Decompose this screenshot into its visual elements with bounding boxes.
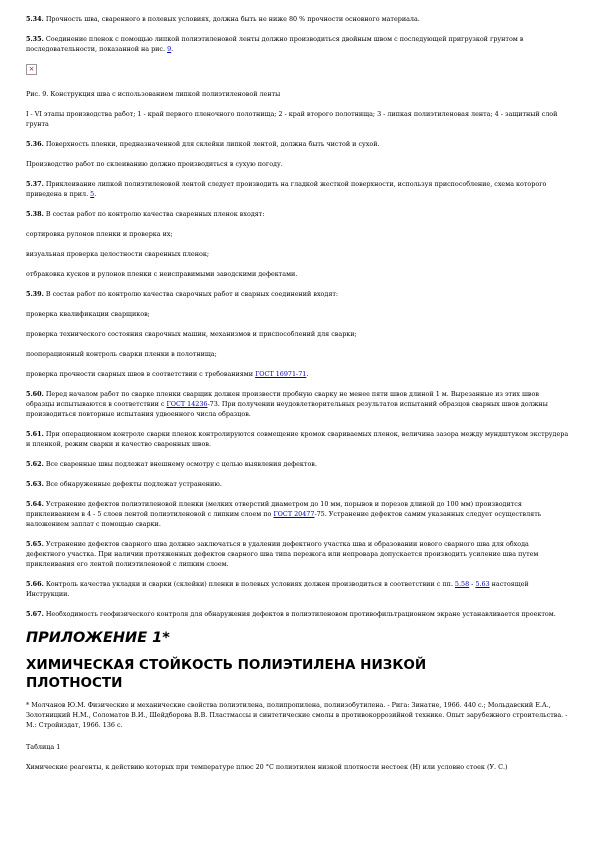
paragraph-5-67: 5.67. Необходимость геофизического контроля для обнаружения дефектов в полиэтиленовом противофильтрационном экране устанавливается проектом. — [26, 610, 556, 618]
paragraph-5-63: 5.63. Все обнаруженные дефекты подлежат устранению. — [26, 480, 222, 488]
table-intro: Химические реагенты, к действию которых при температуре плюс 20 °С полиэтилен низкой плотности нестоек (Н) или условно стоек (У. С.) — [26, 763, 508, 771]
link-figure-9[interactable]: 9 — [167, 45, 172, 53]
link-gost-20477[interactable]: ГОСТ 20477 — [273, 510, 315, 518]
paragraph-5-66: 5.66. Контроль качества укладки и сварки (склейки) пленки в полевых условиях должен производиться в соответствии с пп. 5.58 - 5.63 настоящей Инструкции. — [26, 580, 529, 598]
appendix-subtitle: ХИМИЧЕСКАЯ СТОЙКОСТЬ ПОЛИЭТИЛЕНА НИЗКОЙ ПЛОТНОСТИ — [26, 657, 427, 691]
list-item: проверка прочности сварных швов в соответствии с требованиями ГОСТ 16971-71. — [26, 370, 309, 378]
link-gost-14236[interactable]: ГОСТ 14236 — [166, 400, 208, 408]
paragraph-5-60: 5.60. Перед началом работ по сварке пленки сварщик должен произвести пробную сварку не менее пяти швов длиной 1 м. Вырезанные из этих швов образцы испытываются в соответствии с ГОСТ 14236-73. При получении неудовлетворительных результатов испытаний образцов сварных швов должны производиться повторные испытания удвоенного числа образцов. — [26, 390, 548, 418]
paragraph-5-61: 5.61. При операционном контроле сварки пленок контролируются совмещение кромок свариваемых пленок, величина зазора между мундштуком экструдера и пленкой, режим сварки и качество сваренных швов. — [26, 430, 569, 448]
list-item: сортировка рулонов пленки и проверка их; — [26, 230, 173, 238]
paragraph-5-64: 5.64. Устранение дефектов полиэтиленовой пленки (мелких отверстий диаметром до 10 мм, порывов и порезов длиной до 100 мм) производится приклеиванием в 4 - 5 слоев лентой полиэтиленовой с липким слоем по ГОСТ 20477-75. Устранение дефектов самим указанных следует осуществлять наложением заплат с помощью сварки. — [26, 500, 542, 528]
link-5-58[interactable]: 5.58 — [454, 580, 470, 588]
figure-caption: Рис. 9. Конструкция шва с использованием липкой полиэтиленовой ленты — [26, 90, 281, 98]
list-item: проверка квалификации сварщиков; — [26, 310, 150, 318]
link-5-63[interactable]: 5.63 — [475, 580, 490, 588]
list-item: проверка технического состояния сварочных машин, механизмов и приспособлений для сварки; — [26, 330, 357, 338]
paragraph-5-37: 5.37. Приклеивание липкой полиэтиленовой лентой следует производить на гладкой жесткой поверхности, используя приспособление, схема которого приведена в прил. 5. — [26, 180, 547, 198]
broken-image-icon: × — [26, 64, 37, 75]
appendix-title: ПРИЛОЖЕНИЕ 1* — [26, 630, 170, 646]
paragraph-5-35: 5.35. Соединение пленок с помощью липкой полиэтиленовой ленты должно производиться двойным швом с последующей пригрузкой грунтом в последовательности, показанной на рис. 9. — [26, 35, 524, 53]
paragraph-5-62: 5.62. Все сваренные швы подлежат внешнему осмотру с целью выявления дефектов. — [26, 460, 317, 468]
list-item: визуальная проверка целостности сваренных пленок; — [26, 250, 209, 258]
table-label: Таблица 1 — [26, 743, 61, 751]
link-gost-16971[interactable]: ГОСТ 16971-71 — [255, 370, 307, 378]
footnote: * Молчанов Ю.М. Физические и механические свойства полиэтилена, полипропилена, полиизобутилена. - Рига: Зинатне, 1966. 440 с.; Мольдавский Е.А., Золотницкий Н.М., Соломатов В.И., Шейдборова В.В. Пластмассы и синтетические смолы в противокоррозийной технике. Опыт зарубежного строительства. - М.: Стройиздат, 1966. 136 с. — [26, 701, 568, 729]
paragraph-5-39: 5.39. В состав работ по контролю качества сварочных работ и сварных соединений входят: — [26, 290, 339, 298]
link-appendix-5[interactable]: 5 — [90, 190, 95, 198]
list-item: отбраковка кусков и рулонов пленки с неисправимыми заводскими дефектами. — [26, 270, 298, 278]
paragraph-5-36-b: Производство работ по склеиванию должно производиться в сухую погоду. — [26, 160, 283, 168]
list-item: пооперационный контроль сварки пленки в полотнища; — [26, 350, 217, 358]
paragraph-5-65: 5.65. Устранение дефектов сварного шва должно заключаться в удалении дефектного участка шва и образовании нового сварного шва для обхода дефектного участка. При наличии протяженных дефектов сварного шва типа пережога или непровара допускается производить усиление шва путем приклеивания его лентой полиэтиленовой с липким слоем. — [26, 540, 539, 568]
paragraph-5-36: 5.36. Поверхность пленки, предназначенной для склейки липкой лентой, должна быть чистой и сухой. — [26, 140, 380, 148]
paragraph-5-38: 5.38. В состав работ по контролю качества сваренных пленок входят: — [26, 210, 265, 218]
figure-legend: I - VI этапы производства работ; 1 - край первого пленочного полотнища; 2 - край второго полотнища; 3 - липкая полиэтиленовая лента; 4 - защитный слой грунта — [26, 110, 558, 128]
paragraph-5-34: 5.34. Прочность шва, сваренного в полевых условиях, должна быть не ниже 80 % прочности основного материала. — [26, 15, 420, 23]
